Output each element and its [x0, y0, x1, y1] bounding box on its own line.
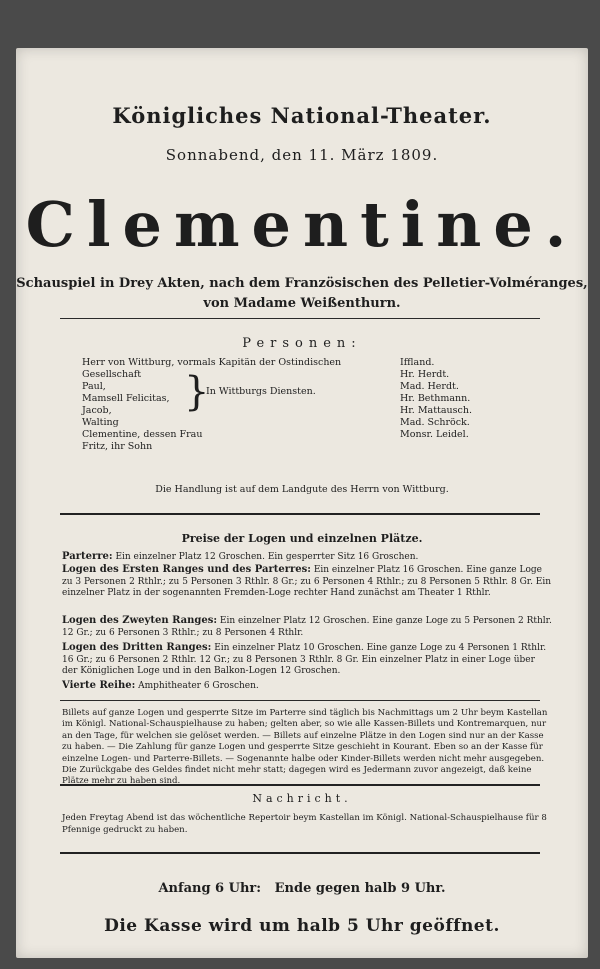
cast-actor: Monsr. Leidel.: [400, 429, 469, 440]
nachricht-text: Jeden Freytag Abend ist das wöchentliche Repertoir beym Kastellan im Königl. National-Schauspielhause für 8 Pfennige gedruckt zu haben.: [62, 813, 547, 835]
cast-actor: Iffland.: [400, 357, 435, 368]
cast-actor: Hr. Bethmann.: [400, 393, 471, 404]
price-vierte-reihe: [62, 680, 552, 693]
cast-role: Jacob,: [82, 405, 112, 416]
nachricht-heading: Nachricht.: [252, 792, 352, 805]
personen-heading: Personen:: [242, 336, 362, 351]
play-author: von Madame Weißenthurn.: [203, 296, 401, 311]
cast-role: Walting: [82, 417, 119, 428]
cast-actor: Hr. Herdt.: [400, 369, 450, 380]
price-text: Ein einzelner Platz 12 Groschen. Eine ganze Loge zu 5 Personen 2 Rthlr. 12 Gr.; zu 6 Personen 3 Rthlr.; zu 8 Personen 4 Rthlr.: [62, 616, 552, 638]
price-text: Ein einzelner Platz 10 Groschen. Eine ganze Loge zu 4 Personen 1 Rthlr. 16 Gr.; zu 6 Personen 2 Rthlr. 12 Gr.; zu 8 Personen 3 Rthlr. 8 Gr. Ein einzelner Platz in einer Loge über der Königlichen Loge und in den Balkon-Logen 12 Groschen.: [62, 643, 547, 676]
divider: [60, 784, 540, 786]
price-text: Amphitheater 6 Groschen.: [135, 681, 259, 691]
cast-actor: Mad. Schröck.: [400, 417, 470, 428]
price-text: Ein einzelner Platz 16 Groschen. Eine ganze Loge zu 3 Personen 2 Rthlr.; zu 5 Personen 3 Rthlr. 8 Gr.; zu 6 Personen 4 Rthlr.; zu 8 Personen 5 Rthlr. 8 Gr. Ein einzelner Platz in der sogenannten Fremden-Loge rechter Hand zunächst am Theater 1 Rthlr.: [62, 565, 552, 598]
price-parterre: [62, 551, 552, 564]
price-dritter-rang: [62, 642, 552, 678]
servants-group: In Wittburgs Diensten.: [206, 386, 316, 397]
playbill-sheet: [16, 48, 588, 958]
cast-role: Paul,: [82, 381, 106, 392]
play-title: Clementine.: [25, 188, 579, 261]
price-label: Vierte Reihe:: [62, 680, 136, 691]
theatre-name: Königliches National-Theater.: [112, 103, 492, 128]
cast-actor: Mad. Herdt.: [400, 381, 459, 392]
cast-role: Mamsell Felicitas,: [82, 393, 170, 404]
play-subtitle: Schauspiel in Drey Akten, nach dem Französischen des Pelletier-Volméranges,: [16, 276, 588, 291]
divider: [60, 513, 540, 515]
cast-actor: Hr. Mattausch.: [400, 405, 472, 416]
price-label: Logen des Zweyten Ranges:: [62, 615, 218, 626]
start-time: Anfang 6 Uhr: Ende gegen halb 9 Uhr.: [158, 881, 446, 896]
price-label: Logen des Dritten Ranges:: [62, 642, 212, 653]
cast-role: Clementine, dessen Frau: [82, 429, 203, 440]
divider: [60, 318, 540, 319]
preise-heading: Preise der Logen und einzelnen Plätze.: [181, 532, 423, 545]
billets-notes: Billets auf ganze Logen und gesperrte Sitze im Parterre sind täglich bis Nachmittags um 2 Uhr beym Kastellan im Königl. National-Schauspielhause zu haben; gelten aber, so wie alle Kassen-Billets und Kontremarquen, nur an den Tage, für welchen sie gelöset werden. — Billets auf einzelne Plätze in den Logen sind nur an der Kasse zu haben. — Die Zahlung für ganze Logen und gesperrte Sitze geschieht in Kourant. Eben so an der Kasse für einzelne Logen- und Parterre-Billets. — Sogenannte halbe oder Kinder-Billets werden nicht mehr ausgegeben. Die Zurückgabe des Geldes findet nicht mehr statt; dagegen wird es Jedermann zuvor angezeigt, daß keine Plätze mehr zu haben sind.: [62, 708, 548, 787]
price-label: Logen des Ersten Ranges und des Parterres:: [62, 564, 311, 575]
cast-actors: [400, 357, 540, 441]
cast-role: Herr von Wittburg, vormals Kapitän der Ostindischen Gesellschaft: [82, 357, 342, 380]
price-label: Parterre:: [62, 551, 113, 562]
performance-date: Sonnabend, den 11. März 1809.: [165, 146, 439, 164]
price-erster-rang: [62, 564, 552, 600]
box-office-opening: Die Kasse wird um halb 5 Uhr geöffnet.: [104, 916, 500, 936]
cast-role: Fritz, ihr Sohn: [82, 441, 153, 452]
divider: [60, 700, 540, 701]
divider: [60, 852, 540, 854]
price-zweyter-rang: [62, 615, 552, 639]
handlung-note: Die Handlung ist auf dem Landgute des Herrn von Wittburg.: [155, 484, 449, 495]
servants-brace: }: [184, 369, 210, 415]
cast-roles: [82, 357, 392, 453]
price-text: Ein einzelner Platz 12 Groschen. Ein gesperrter Sitz 16 Groschen.: [112, 552, 419, 562]
